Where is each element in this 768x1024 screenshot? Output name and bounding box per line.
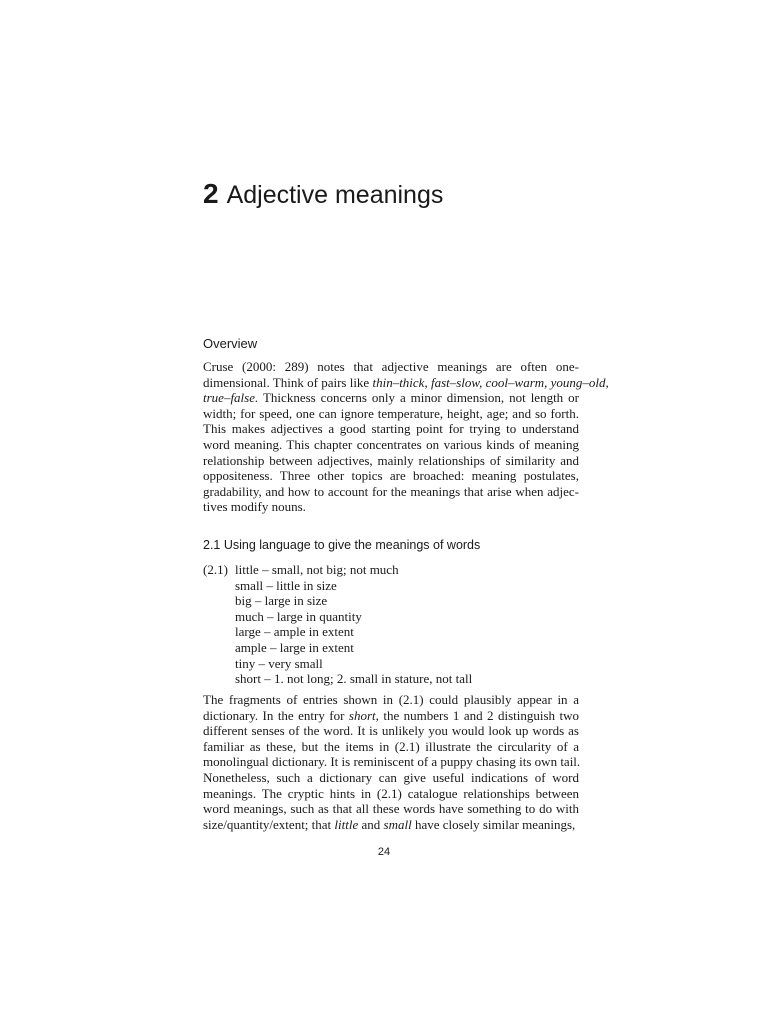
body-line: size/quantity/extent; that little and small have closely similar meanings, bbox=[203, 816, 576, 832]
overview-line: gradability, and how to account for the meanings that arise when adjec- bbox=[203, 483, 579, 499]
overview-line: oppositeness. Three other topics are broached: meaning postulates, bbox=[203, 468, 579, 484]
example-label: (2.1) bbox=[203, 562, 228, 577]
example-entry: little – small, not big; not much bbox=[235, 562, 399, 577]
chapter-title: Adjective meanings bbox=[226, 181, 444, 209]
chapter-number: 2 bbox=[203, 178, 219, 209]
example-entry: ample – large in extent bbox=[235, 639, 354, 655]
overview-line: Cruse (2000: 289) notes that adjective meanings are often one- bbox=[203, 359, 579, 374]
overview-line: relationship between adjectives, mainly relationships of similarity and bbox=[203, 452, 579, 468]
section-heading-2-1: 2.1 Using language to give the meanings of words bbox=[203, 538, 481, 552]
example-entry: much – large in quantity bbox=[235, 608, 362, 624]
example-entry: tiny – very small bbox=[235, 655, 323, 671]
example-entry: short – 1. not long; 2. small in stature, not tall bbox=[235, 671, 473, 687]
body-line: familiar as these, but the items in (2.1) illustrate the circularity of a bbox=[203, 738, 579, 754]
overview-line: width; for speed, one can ignore temperature, height, age; and so forth. bbox=[203, 405, 579, 421]
body-line: different senses of the word. It is unlikely you would look up words as bbox=[203, 723, 579, 739]
body-line: Nonetheless, such a dictionary can give useful indications of word bbox=[203, 769, 579, 785]
page-number: 24 bbox=[377, 846, 391, 858]
overview-line: tives modify nouns. bbox=[203, 499, 306, 515]
example-entry: small – little in size bbox=[235, 577, 337, 593]
example-entry: large – ample in extent bbox=[235, 624, 354, 640]
body-line: meanings. The cryptic hints in (2.1) catalogue relationships between bbox=[203, 785, 579, 801]
example-entries bbox=[235, 562, 472, 687]
body-paragraph bbox=[203, 692, 579, 832]
overview-paragraph bbox=[203, 359, 609, 515]
overview-heading: Overview bbox=[203, 336, 258, 351]
overview-line: word meaning. This chapter concentrates on various kinds of meaning bbox=[203, 436, 579, 452]
example-entry: big – large in size bbox=[235, 593, 328, 609]
chapter-heading bbox=[203, 178, 443, 210]
body-line: The fragments of entries shown in (2.1) could plausibly appear in a bbox=[203, 692, 579, 707]
overview-line: true–false. Thickness concerns only a minor dimension, not length or bbox=[203, 390, 579, 406]
overview-line: dimensional. Think of pairs like thin–thick, fast–slow, cool–warm, young–old, bbox=[203, 374, 609, 390]
body-line: word meanings, such as that all these words have something to do with bbox=[203, 801, 579, 817]
body-line: dictionary. In the entry for short, the numbers 1 and 2 distinguish two bbox=[203, 707, 579, 723]
body-line: monolingual dictionary. It is reminiscent of a puppy chasing its own tail. bbox=[203, 754, 581, 770]
overview-line: This makes adjectives a good starting point for trying to understand bbox=[203, 421, 579, 437]
